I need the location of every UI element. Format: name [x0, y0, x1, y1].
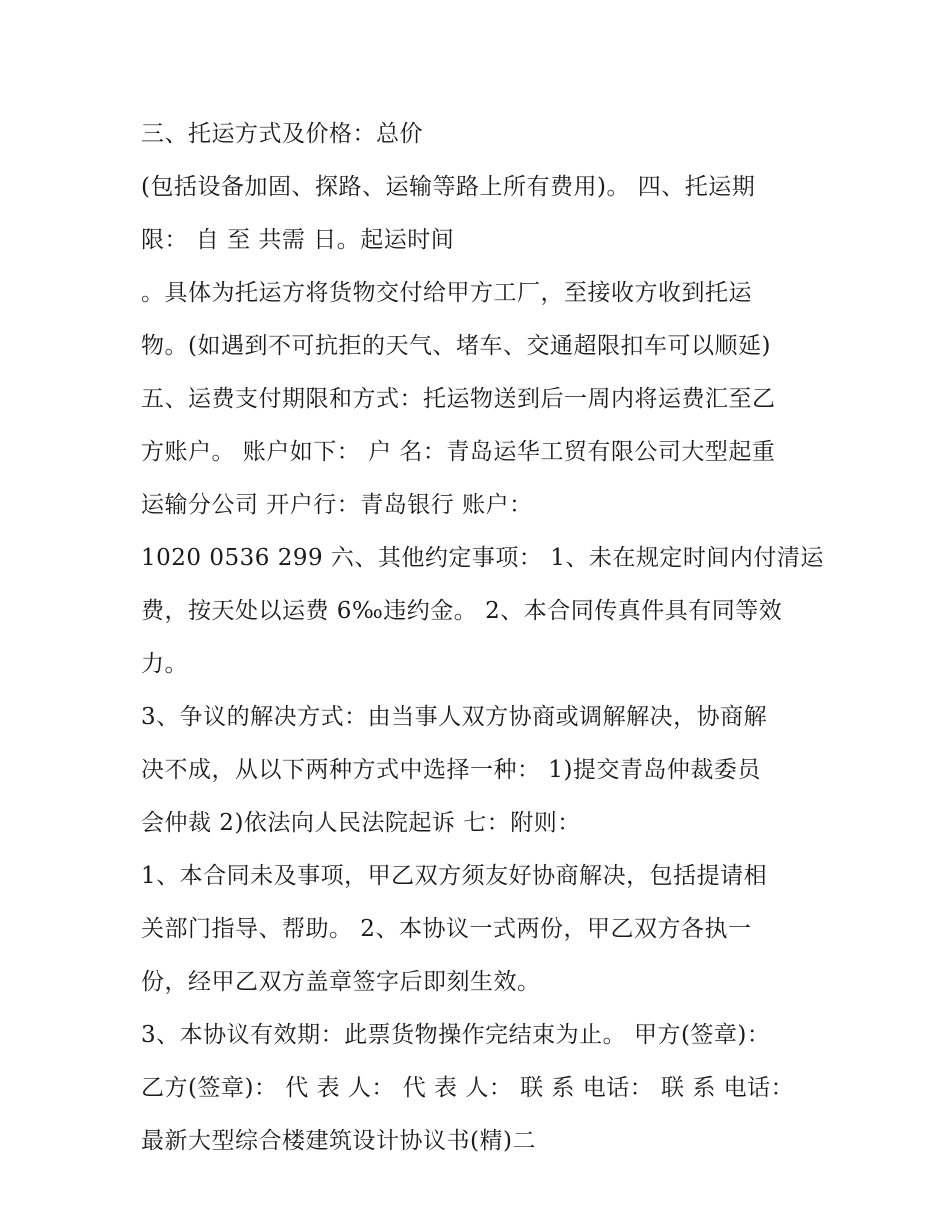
- text-line: 方账户。 账户如下： 户 名：青岛运华工贸有限公司大型起重: [141, 439, 776, 465]
- text-line: 1、本合同未及事项，甲乙双方须友好协商解决，包括提请相: [141, 863, 768, 889]
- text-line: 乙方(签章)： 代 表 人： 代 表 人： 联 系 电话： 联 系 电话：: [141, 1075, 795, 1101]
- text-line: 1020 0536 299 六、其他约定事项： 1、未在规定时间内付清运: [141, 545, 824, 571]
- text-line: 。具体为托运方将货物交付给甲方工厂，至接收方收到托运: [141, 280, 752, 306]
- text-line: 五、运费支付期限和方式：托运物送到后一周内将运费汇至乙: [141, 386, 776, 412]
- text-line: 三、托运方式及价格：总价: [141, 121, 423, 147]
- text-line: 费，按天处以运费 6‰违约金。 2、本合同传真件具有同等效: [141, 598, 783, 624]
- text-line: 限： 自 至 共需 日。起运时间: [141, 227, 455, 253]
- document-title-line: 最新大型综合楼建筑设计协议书(精)二: [141, 1128, 536, 1154]
- document-body: [141, 108, 824, 1168]
- text-line: 会仲裁 2)依法向人民法院起诉 七：附则：: [141, 810, 581, 836]
- text-line: 3、争议的解决方式：由当事人双方协商或调解解决，协商解: [141, 704, 768, 730]
- text-line: 关部门指导、帮助。 2、本协议一式两份，甲乙双方各执一: [141, 916, 752, 942]
- text-line: 份，经甲乙双方盖章签字后即刻生效。: [141, 969, 541, 995]
- text-line: (包括设备加固、探路、运输等路上所有费用)。 四、托运期: [141, 174, 756, 200]
- text-line: 物。(如遇到不可抗拒的天气、堵车、交通超限扣车可以顺延): [141, 333, 771, 359]
- text-line: 决不成，从以下两种方式中选择一种： 1)提交青岛仲裁委员: [141, 757, 761, 783]
- text-line: 力。: [141, 651, 188, 677]
- text-line: 运输分公司 开户行：青岛银行 账户：: [141, 492, 533, 518]
- text-line: 3、本协议有效期：此票货物操作完结束为止。 甲方(签章)：: [141, 1022, 771, 1048]
